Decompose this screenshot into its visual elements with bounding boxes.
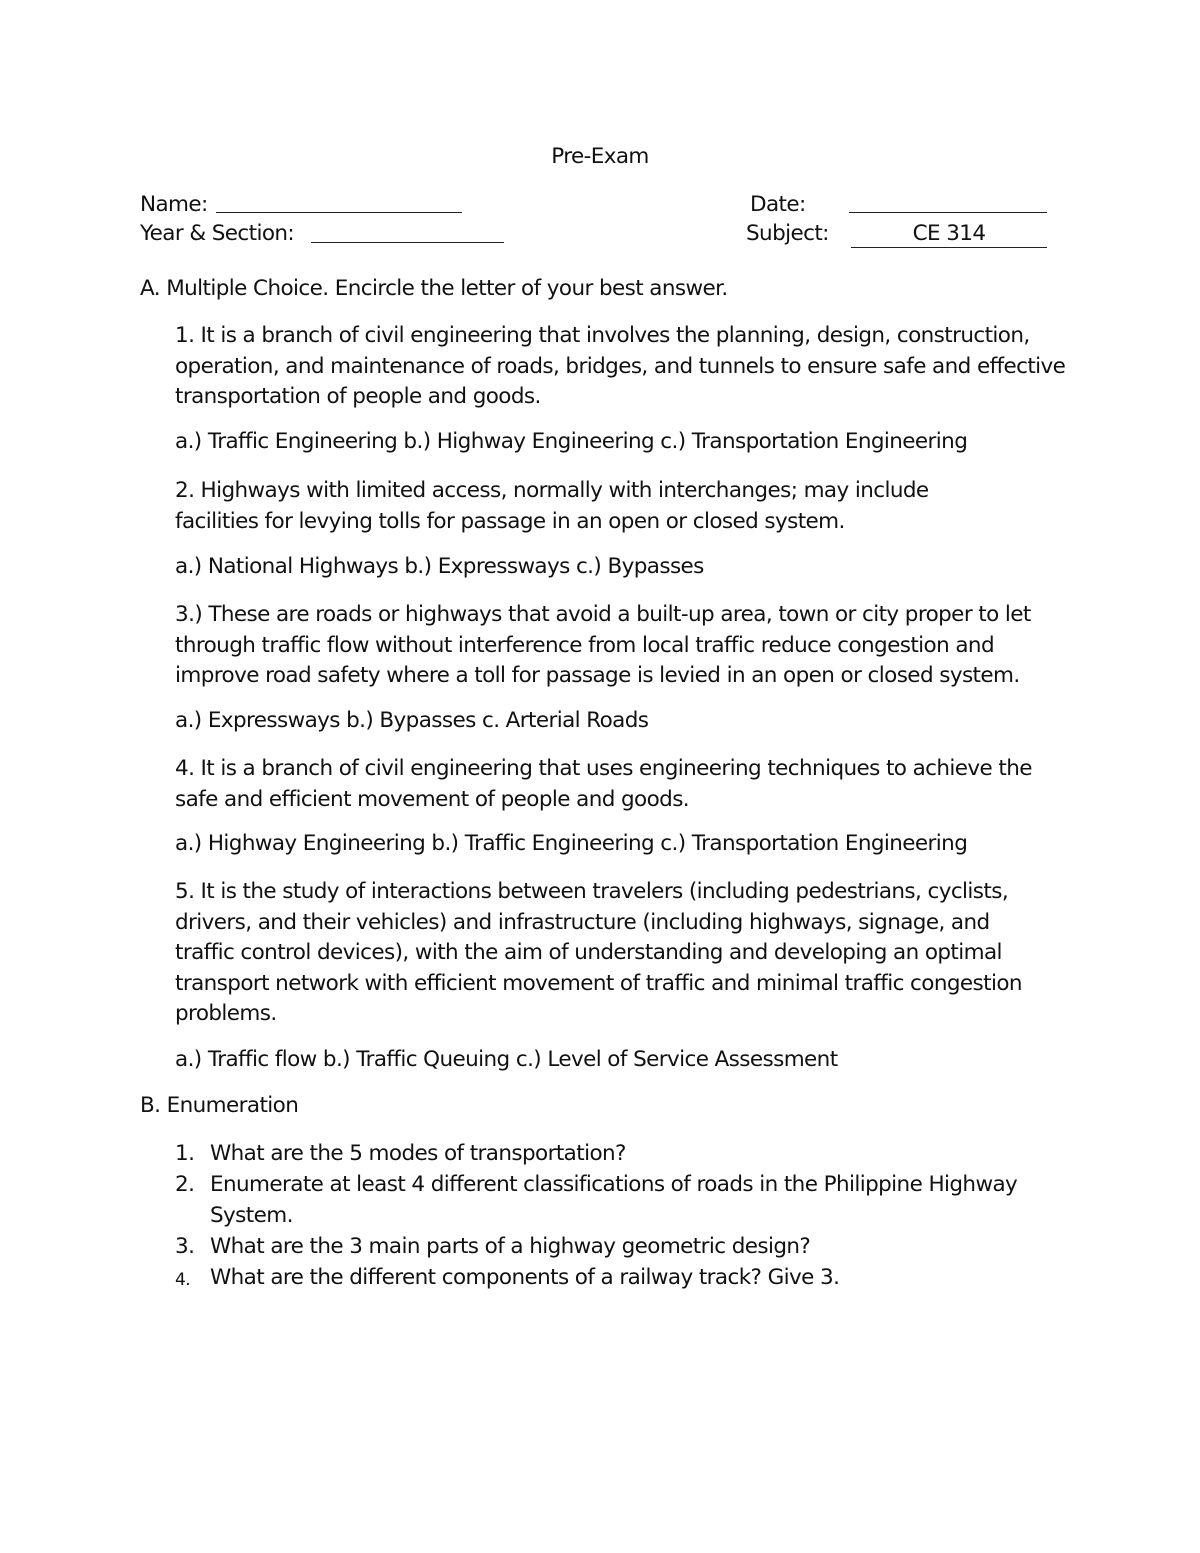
list-item-number: 2.	[175, 1172, 195, 1197]
list-item	[175, 1138, 1055, 1169]
list-item-text: What are the 5 modes of transportation?	[210, 1141, 626, 1166]
list-item	[175, 1231, 1055, 1262]
section-b-heading: B. Enumeration	[140, 1093, 299, 1118]
question-5: 5. It is the study of interactions between travelers (including pedestrians, cyclists, drivers, and their vehicles) and infrastructure (including highways, signage, and traffic control devices), with the aim of understanding and developing an optimal transport network with efficient movement of traffic and minimal traffic congestion problems.	[175, 879, 1022, 1026]
subject-field[interactable]: CE 314	[851, 221, 1047, 248]
list-item-number: 1.	[175, 1141, 195, 1166]
list-item-text: What are the different components of a railway track? Give 3.	[210, 1265, 840, 1290]
name-field[interactable]	[216, 211, 462, 213]
list-item-number: 4.	[175, 1270, 191, 1290]
list-item-text: What are the 3 main parts of a highway geometric design?	[210, 1234, 811, 1259]
date-field[interactable]	[849, 211, 1047, 213]
date-label: Date:	[750, 192, 806, 217]
list-item	[175, 1262, 1055, 1293]
year-section-label: Year & Section:	[140, 221, 295, 246]
question-5-options: a.) Traffic flow b.) Traffic Queuing c.) Level of Service Assessment	[175, 1047, 838, 1072]
year-section-field[interactable]	[311, 241, 504, 243]
question-1: 1. It is a branch of civil engineering that involves the planning, design, construction, operation, and maintenance of roads, bridges, and tunnels to ensure safe and effective transportation of people and goods.	[175, 323, 1066, 409]
question-4-options: a.) Highway Engineering b.) Traffic Engineering c.) Transportation Engineering	[175, 831, 968, 856]
name-label: Name:	[140, 192, 208, 217]
question-2: 2. Highways with limited access, normally with interchanges; may include facilities for levying tolls for passage in an open or closed system.	[175, 478, 929, 534]
list-item-number: 3.	[175, 1234, 195, 1259]
page-title: Pre-Exam	[551, 144, 649, 169]
list-item	[175, 1169, 1055, 1231]
subject-label: Subject:	[746, 221, 829, 246]
question-3-options: a.) Expressways b.) Bypasses c. Arterial Roads	[175, 708, 649, 733]
list-item-text: Enumerate at least 4 different classifications of roads in the Philippine Highway System.	[210, 1172, 1018, 1228]
question-2-options: a.) National Highways b.) Expressways c.) Bypasses	[175, 554, 704, 579]
question-4: 4. It is a branch of civil engineering that uses engineering techniques to achieve the safe and efficient movement of people and goods.	[175, 756, 1032, 812]
question-3: 3.) These are roads or highways that avoid a built-up area, town or city proper to let through traffic flow without interference from local traffic reduce congestion and improve road safety where a toll for passage is levied in an open or closed system.	[175, 602, 1031, 688]
section-a-heading: A. Multiple Choice. Encircle the letter of your best answer.	[140, 276, 728, 301]
question-1-options: a.) Traffic Engineering b.) Highway Engineering c.) Transportation Engineering	[175, 429, 968, 454]
enumeration-list	[175, 1138, 1055, 1293]
